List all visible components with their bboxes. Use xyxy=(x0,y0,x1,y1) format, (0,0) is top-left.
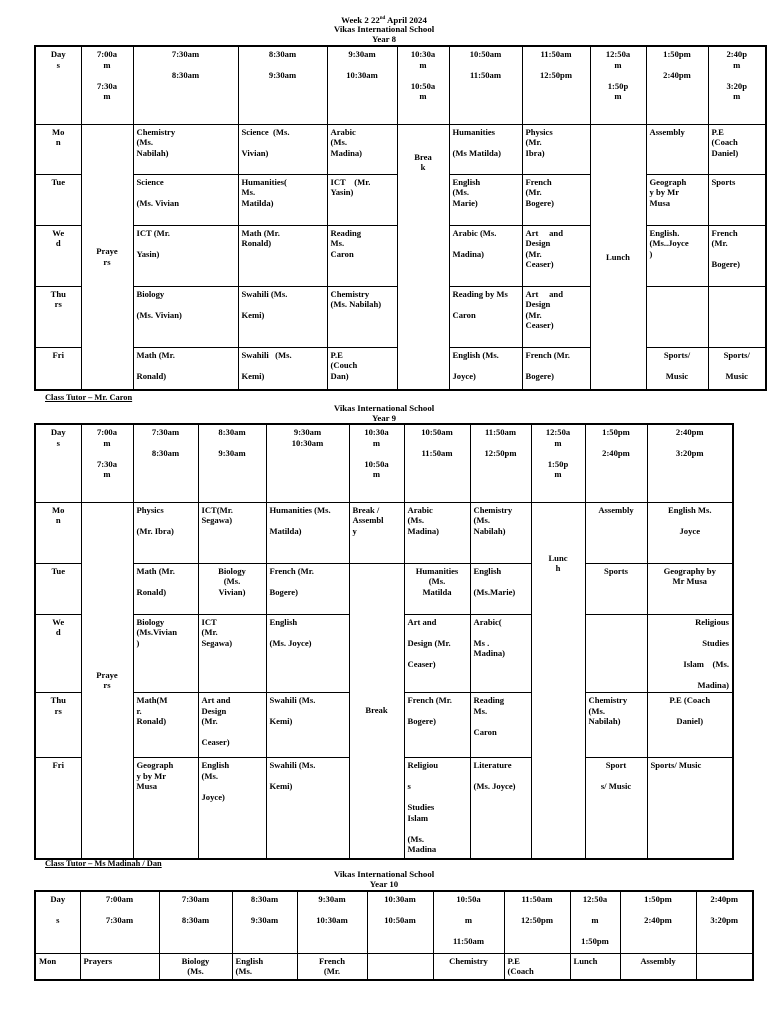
year10-title: Year 10 xyxy=(369,879,399,889)
head-slot-3: 8:30am 9:30am xyxy=(232,891,297,953)
lesson-cell: English (Ms. xyxy=(232,953,297,980)
lesson-cell: Chemistry xyxy=(433,953,504,980)
lesson-cell xyxy=(646,286,708,347)
year9-title: Year 9 xyxy=(371,413,397,423)
lesson-cell: Chemistry (Ms. Nabilah) xyxy=(585,693,647,758)
year8-timetable xyxy=(34,45,767,391)
lesson-cell: Swahili (Ms. Kemi) xyxy=(238,286,327,347)
head-slot-9: 1:50pm 2:40pm xyxy=(620,891,696,953)
lesson-cell: Biology (Ms. Vivian) xyxy=(133,286,238,347)
lesson-cell: Assembly xyxy=(585,502,647,563)
lesson-cell: Reading by Ms Caron xyxy=(449,286,522,347)
head-slot-7: 11:50am 12:50pm xyxy=(504,891,570,953)
lesson-cell: English (Ms. Joyce) xyxy=(198,758,266,859)
lesson-cell: Sport s/ Music xyxy=(585,758,647,859)
year10-header-row xyxy=(35,891,753,953)
head-slot-8: 12:50a m 1:50p m xyxy=(531,424,585,502)
lesson-cell xyxy=(696,953,753,980)
head-slot-7: 11:50am 12:50pm xyxy=(470,424,531,502)
lesson-cell: Arabic( Ms . Madina) xyxy=(470,614,531,693)
table-row xyxy=(35,124,766,174)
lesson-cell: Art and Design (Mr. Ceaser) xyxy=(522,225,590,286)
lesson-cell: Math (Mr. Ronald) xyxy=(238,225,327,286)
lesson-cell: Geograph y by Mr Musa xyxy=(133,758,198,859)
day-label: Tue xyxy=(35,174,81,225)
break-cell: Break xyxy=(349,563,404,859)
head-slot-5: 10:30am 10:50am xyxy=(367,891,433,953)
lesson-cell: French (Mr. Bogere) xyxy=(708,225,766,286)
head-slot-8: 12:50a m 1:50p m xyxy=(590,46,646,124)
lesson-cell: ICT (Mr. Segawa) xyxy=(198,614,266,693)
head-slot-4: 9:30am 10:30am xyxy=(297,891,367,953)
lesson-cell: Physics (Mr. Ibra) xyxy=(522,124,590,174)
lesson-cell xyxy=(708,286,766,347)
head-slot-6: 10:50am 11:50am xyxy=(404,424,470,502)
lesson-cell: Math (Mr. Ronald) xyxy=(133,347,238,390)
year8-title: Year 8 xyxy=(371,34,397,44)
lesson-cell: English (Ms. Marie) xyxy=(449,174,522,225)
day-label: Fri xyxy=(35,758,81,859)
head-days: Day s xyxy=(35,46,81,124)
head-slot-1: 7:00a m 7:30a m xyxy=(81,46,133,124)
day-label: Thu rs xyxy=(35,693,81,758)
week-month: April 2024 xyxy=(385,14,427,25)
prayers-cell: Praye rs xyxy=(81,124,133,390)
lesson-cell: P.E (Coach xyxy=(504,953,570,980)
head-slot-6: 10:50a m 11:50am xyxy=(433,891,504,953)
day-label: Thu rs xyxy=(35,286,81,347)
head-slot-1: 7:00a m 7:30a m xyxy=(81,424,133,502)
lesson-cell: Chemistry (Ms. Nabilah) xyxy=(133,124,238,174)
lesson-cell: Humanities (Ms. Matilda xyxy=(404,563,470,614)
lesson-cell: P.E (Couch Dan) xyxy=(327,347,397,390)
head-slot-9: 1:50pm 2:40pm xyxy=(585,424,647,502)
table-row xyxy=(35,502,733,563)
lesson-cell: P.E (Coach Daniel) xyxy=(647,693,733,758)
head-slot-10: 2:40p m 3:20p m xyxy=(708,46,766,124)
lesson-cell: Swahili (Ms. Kemi) xyxy=(266,693,349,758)
lunch-cell: Lunch xyxy=(590,124,646,390)
lesson-cell: Humanities (Ms Matilda) xyxy=(449,124,522,174)
lesson-cell: Biology (Ms. Vivian) xyxy=(198,563,266,614)
head-days: Day s xyxy=(35,891,80,953)
lesson-cell: Assembly xyxy=(646,124,708,174)
year9-timetable xyxy=(34,423,734,860)
lesson-cell: Science (Ms. Vivian) xyxy=(238,124,327,174)
lesson-cell: Reading Ms. Caron xyxy=(470,693,531,758)
lesson-cell: Swahili (Ms. Kemi) xyxy=(266,758,349,859)
school-title-y9: Vikas International School xyxy=(333,403,435,413)
lesson-cell: Biology (Ms. xyxy=(159,953,232,980)
table-row xyxy=(35,563,733,614)
lesson-cell: Sports xyxy=(585,563,647,614)
lesson-cell: Arabic (Ms. Madina) xyxy=(327,124,397,174)
lesson-cell: ICT (Mr. Yasin) xyxy=(327,174,397,225)
head-slot-10: 2:40pm 3:20pm xyxy=(647,424,733,502)
year10-timetable xyxy=(34,890,754,981)
lesson-cell: Assembly xyxy=(620,953,696,980)
head-slot-8: 12:50a m 1:50pm xyxy=(570,891,620,953)
year8-header-row xyxy=(35,46,766,124)
class-tutor-year8: Class Tutor – Mr. Caron xyxy=(45,393,133,402)
lesson-cell: Sports/ Music xyxy=(647,758,733,859)
lesson-cell: French (Mr. Bogere) xyxy=(266,563,349,614)
lesson-cell: English (Ms. Joyce) xyxy=(266,614,349,693)
lesson-cell: Arabic (Ms. Madina) xyxy=(449,225,522,286)
lesson-cell xyxy=(585,614,647,693)
lesson-cell: Humanities (Ms. Matilda) xyxy=(266,502,349,563)
break-cell: Brea k xyxy=(397,124,449,390)
lesson-cell: Chemistry (Ms. Nabilah) xyxy=(470,502,531,563)
week-date: Week 2 22 xyxy=(341,14,380,25)
head-slot-2: 7:30am 8:30am xyxy=(133,424,198,502)
lesson-cell: Arabic (Ms. Madina) xyxy=(404,502,470,563)
lesson-cell: French (Mr. Bogere) xyxy=(404,693,470,758)
class-tutor-year9: Class Tutor – Ms Madinah / Dan xyxy=(45,859,162,868)
lesson-cell: Art and Design (Mr. Ceaser) xyxy=(198,693,266,758)
day-label: Mo n xyxy=(35,124,81,174)
lesson-cell: Sports xyxy=(708,174,766,225)
lesson-cell: Literature (Ms. Joyce) xyxy=(470,758,531,859)
lesson-cell: French (Mr. Bogere) xyxy=(522,174,590,225)
break-cell xyxy=(367,953,433,980)
head-slot-7: 11:50am 12:50pm xyxy=(522,46,590,124)
lesson-cell: Sports/ Music xyxy=(646,347,708,390)
head-slot-10: 2:40pm 3:20pm xyxy=(696,891,753,953)
lesson-cell: Humanities( Ms. Matilda) xyxy=(238,174,327,225)
head-slot-5: 10:30a m 10:50a m xyxy=(349,424,404,502)
lesson-cell: Chemistry (Ms. Nabilah) xyxy=(327,286,397,347)
lunch-cell: Lunc h xyxy=(531,502,585,859)
lesson-cell: Physics (Mr. Ibra) xyxy=(133,502,198,563)
head-slot-5: 10:30a m 10:50a m xyxy=(397,46,449,124)
lesson-cell: Religiou s Studies Islam (Ms. Madina xyxy=(404,758,470,859)
year9-header-row xyxy=(35,424,733,502)
lesson-cell: Sports/ Music xyxy=(708,347,766,390)
lesson-cell: P.E (Coach Daniel) xyxy=(708,124,766,174)
lesson-cell: English (Ms. Joyce) xyxy=(449,347,522,390)
lesson-cell: Geograph y by Mr Musa xyxy=(646,174,708,225)
lesson-cell: Art and Design (Mr. Ceaser) xyxy=(404,614,470,693)
day-label: Mo n xyxy=(35,502,81,563)
lesson-cell: Religious Studies Islam (Ms. Madina) xyxy=(647,614,733,693)
lesson-cell: ICT(Mr. Segawa) xyxy=(198,502,266,563)
head-slot-6: 10:50am 11:50am xyxy=(449,46,522,124)
lesson-cell: Swahili (Ms. Kemi) xyxy=(238,347,327,390)
lesson-cell: English (Ms.Marie) xyxy=(470,563,531,614)
lesson-cell: Math (Mr. Ronald) xyxy=(133,563,198,614)
head-slot-2: 7:30am 8:30am xyxy=(133,46,238,124)
head-slot-4: 9:30am 10:30am xyxy=(266,424,349,502)
lesson-cell: English Ms. Joyce xyxy=(647,502,733,563)
school-title-y10: Vikas International School xyxy=(333,869,435,879)
date-suffix: nd xyxy=(379,16,386,21)
head-days: Day s xyxy=(35,424,81,502)
day-label: We d xyxy=(35,614,81,693)
head-slot-3: 8:30am 9:30am xyxy=(238,46,327,124)
school-title-y8: Vikas International School xyxy=(333,24,435,34)
day-label: We d xyxy=(35,225,81,286)
lesson-cell: Art and Design (Mr. Ceaser) xyxy=(522,286,590,347)
lesson-cell: Geography by Mr Musa xyxy=(647,563,733,614)
head-slot-4: 9:30am 10:30am xyxy=(327,46,397,124)
lesson-cell: Reading Ms. Caron xyxy=(327,225,397,286)
prayers-cell: Prayers xyxy=(80,953,159,980)
lunch-cell: Lunch xyxy=(570,953,620,980)
lesson-cell: Math(M r. Ronald) xyxy=(133,693,198,758)
day-label: Mon xyxy=(35,953,80,980)
lesson-cell: French (Mr. xyxy=(297,953,367,980)
lesson-cell: Biology (Ms.Vivian ) xyxy=(133,614,198,693)
break-assembly-cell: Break / Assembl y xyxy=(349,502,404,563)
lesson-cell: ICT (Mr. Yasin) xyxy=(133,225,238,286)
head-slot-9: 1:50pm 2:40pm xyxy=(646,46,708,124)
lesson-cell: Science (Ms. Vivian xyxy=(133,174,238,225)
head-slot-2: 7:30am 8:30am xyxy=(159,891,232,953)
table-row xyxy=(35,953,753,980)
lesson-cell: English. (Ms..Joyce ) xyxy=(646,225,708,286)
prayers-cell: Praye rs xyxy=(81,502,133,859)
head-slot-3: 8:30am 9:30am xyxy=(198,424,266,502)
lesson-cell: French (Mr. Bogere) xyxy=(522,347,590,390)
head-slot-1: 7:00am 7:30am xyxy=(80,891,159,953)
day-label: Fri xyxy=(35,347,81,390)
day-label: Tue xyxy=(35,563,81,614)
